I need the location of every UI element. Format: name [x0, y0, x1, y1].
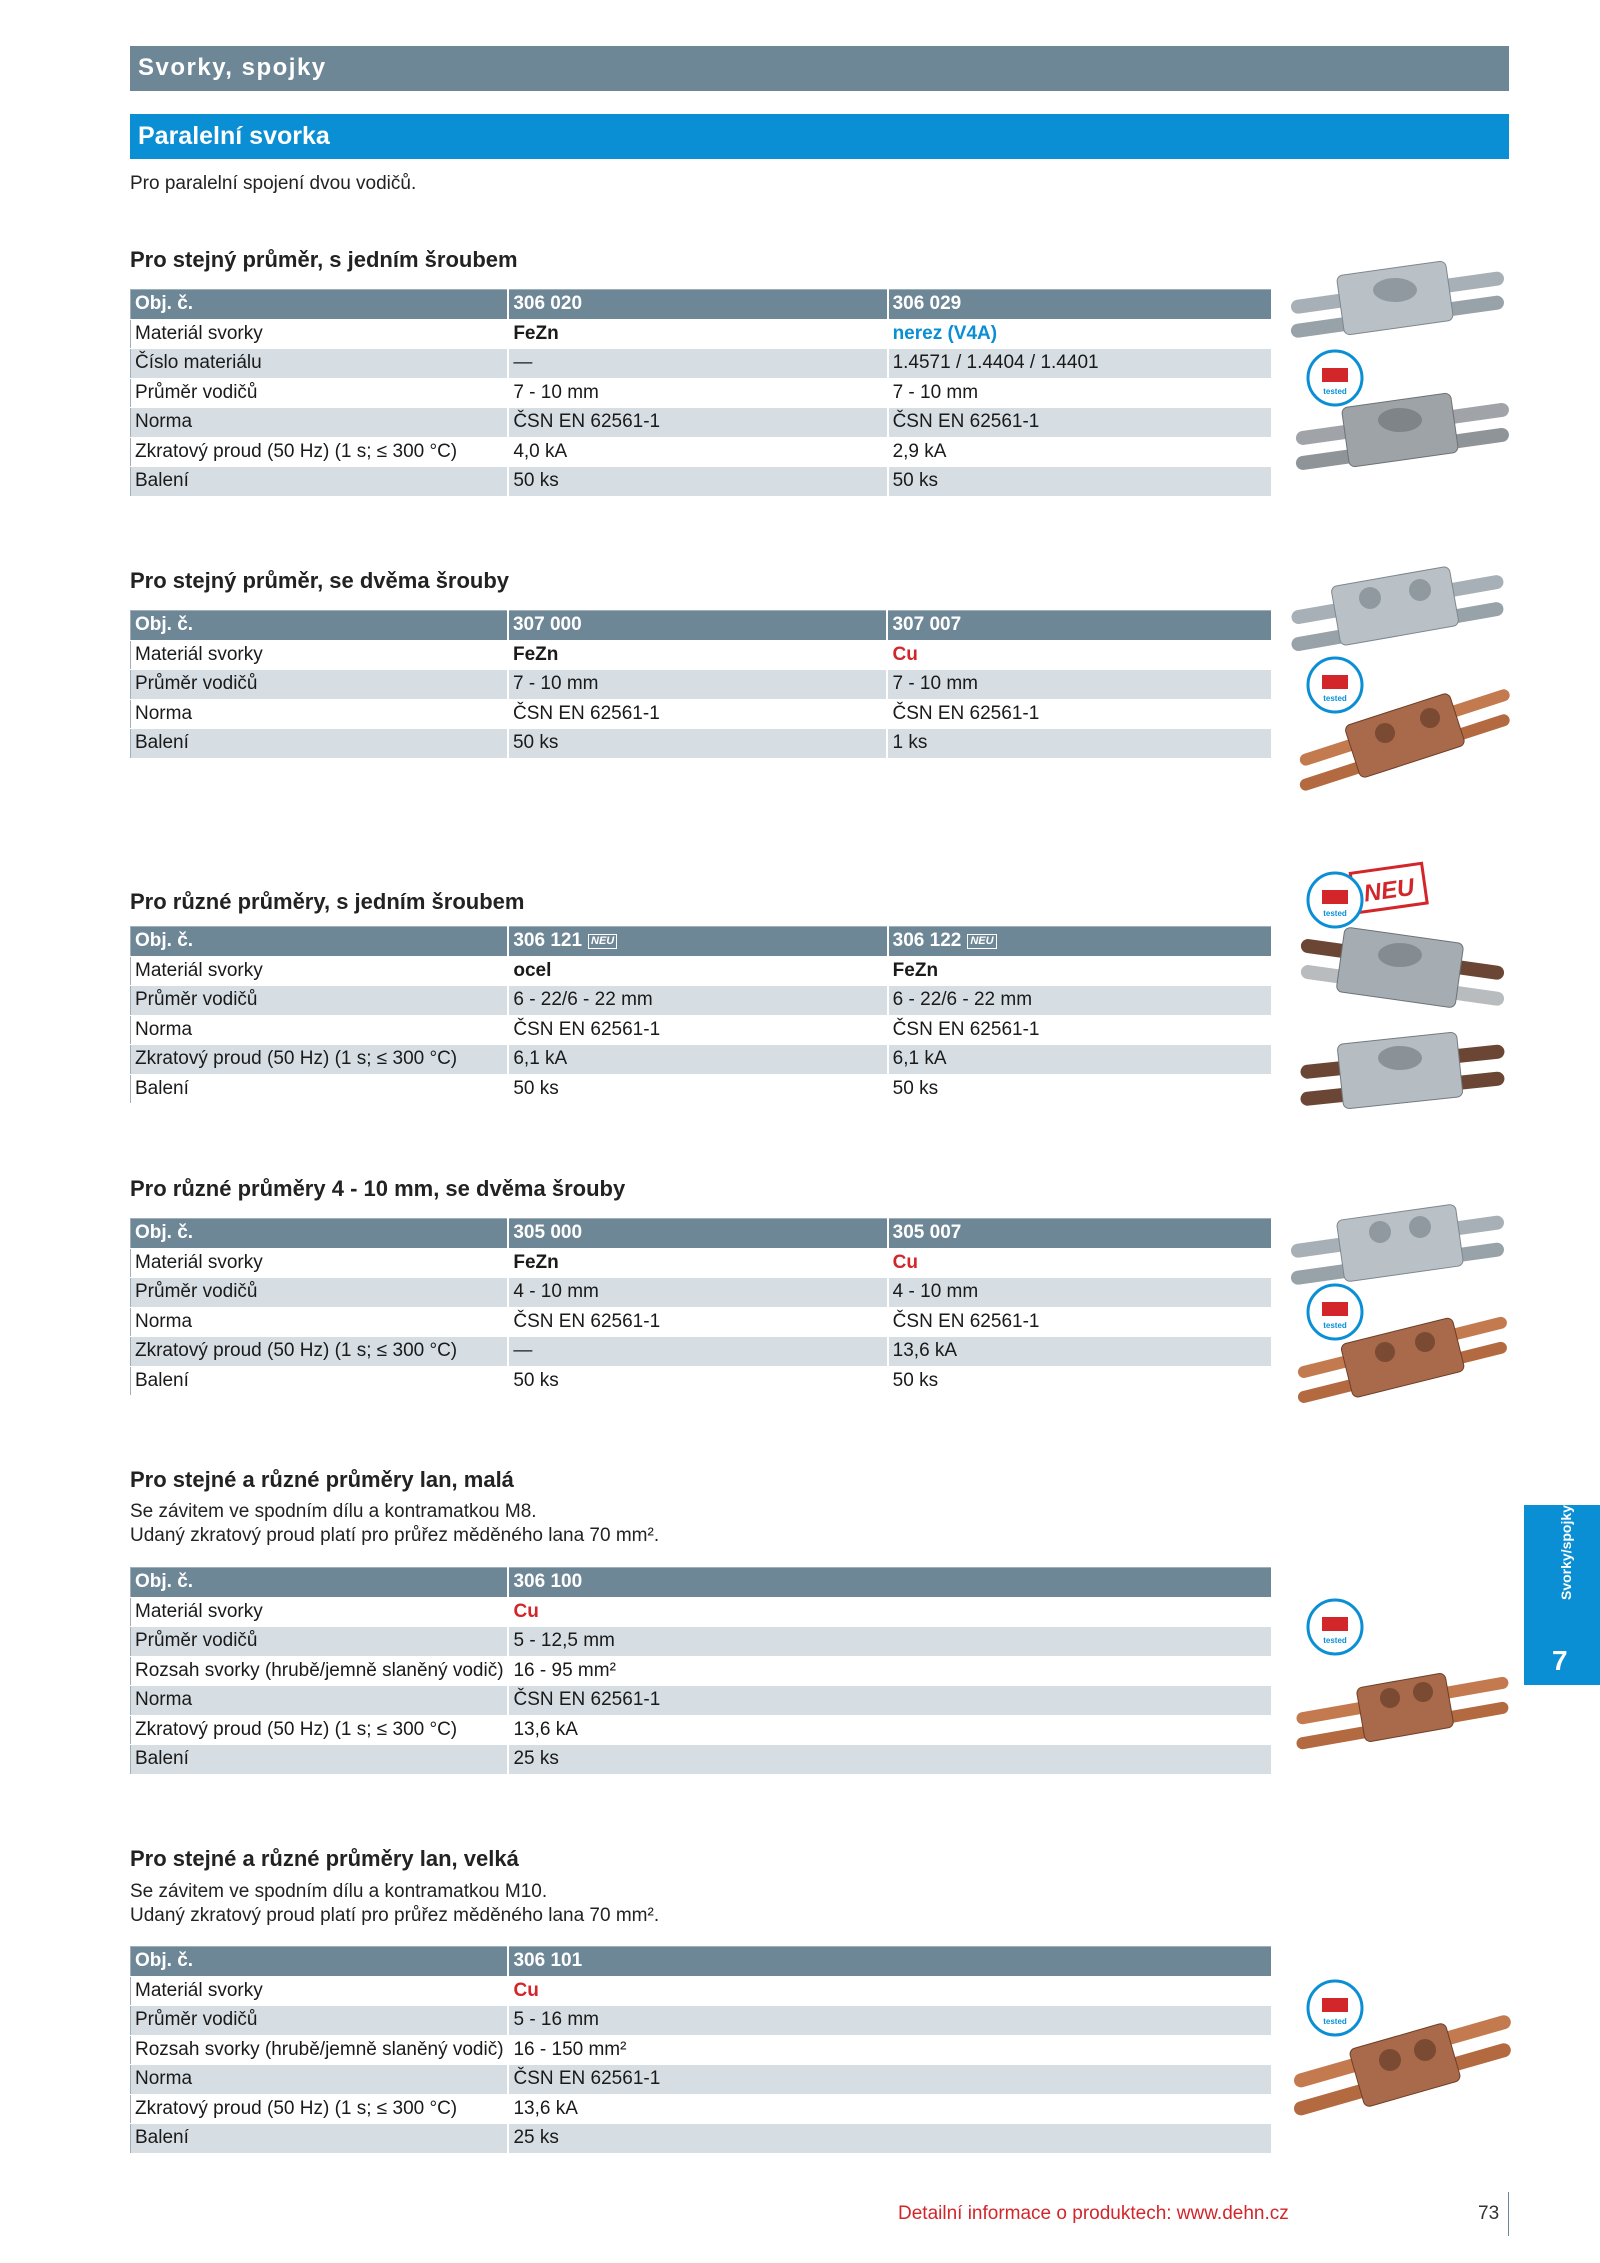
tested-badge-icon [1305, 1597, 1365, 1657]
footer-link[interactable]: Detailní informace o produktech: www.dehn.cz [898, 2203, 1289, 2224]
intro-text: Pro paralelní spojení dvou vodičů. [130, 173, 417, 194]
table-cell: 1 ks [887, 729, 1272, 759]
svg-text:tested: tested [1323, 1321, 1347, 1330]
row-label: Zkratový proud (50 Hz) (1 s; ≤ 300 °C) [131, 1715, 509, 1745]
table-row [131, 1976, 1273, 2006]
svg-text:tested: tested [1323, 387, 1347, 396]
row-label: Norma [131, 699, 508, 729]
table-cell: 16 - 95 mm² [508, 1656, 1272, 1686]
section-6-description [130, 1880, 659, 1928]
table-cell: Cu [508, 1597, 1272, 1627]
section-5-description [130, 1500, 659, 1548]
table-cell: 7 - 10 mm [508, 670, 888, 700]
table-row [131, 956, 1273, 986]
table-cell: ČSN EN 62561-1 [888, 408, 1272, 438]
header-cell: Obj. č. [131, 927, 509, 957]
row-label: Průměr vodičů [131, 986, 509, 1016]
table-row [131, 1627, 1273, 1657]
row-label: Průměr vodičů [131, 1278, 509, 1308]
row-label: Balení [131, 729, 508, 759]
description-line: Se závitem ve spodním dílu a kontramatkou M8. [130, 1501, 537, 1522]
page-title: Paralelní svorka [138, 122, 330, 150]
header-cell: 306 100 [508, 1568, 1272, 1598]
row-label: Norma [131, 1015, 509, 1045]
spec-table-2 [130, 610, 1273, 759]
table-row [131, 2124, 1273, 2154]
section-3-title: Pro různé průměry, s jedním šroubem [130, 889, 525, 914]
table-cell: 6,1 kA [508, 1045, 887, 1075]
table-header-row [131, 611, 1273, 641]
table-cell: FeZn [508, 640, 888, 670]
row-label: Balení [131, 1745, 509, 1775]
table-row [131, 640, 1273, 670]
article-number: 306 121 [513, 930, 583, 952]
svg-text:tested: tested [1323, 2017, 1347, 2026]
spec-table-6 [130, 1946, 1273, 2154]
table-cell: 7 - 10 mm [888, 378, 1272, 408]
table-cell: ČSN EN 62561-1 [508, 408, 887, 438]
table-cell: 13,6 kA [508, 1715, 1272, 1745]
table-cell: 25 ks [508, 1745, 1272, 1775]
header-cell: 306 029 [888, 290, 1272, 320]
row-label: Materiál svorky [131, 1597, 509, 1627]
row-label: Zkratový proud (50 Hz) (1 s; ≤ 300 °C) [131, 1337, 509, 1367]
table-row [131, 378, 1273, 408]
header-cell: 307 007 [887, 611, 1272, 641]
svg-text:tested: tested [1323, 909, 1347, 918]
table-cell: nerez (V4A) [888, 319, 1272, 349]
table-cell: 5 - 16 mm [508, 2006, 1272, 2036]
table-cell: 6 - 22/6 - 22 mm [888, 986, 1272, 1016]
table-cell: 50 ks [888, 1074, 1272, 1104]
row-label: Balení [131, 1074, 509, 1104]
header-cell: 306 020 [508, 290, 887, 320]
row-label: Číslo materiálu [131, 349, 509, 379]
tested-badge-icon [1305, 348, 1365, 408]
section-4-title: Pro různé průměry 4 - 10 mm, se dvěma šrouby [130, 1176, 626, 1201]
spec-table-3 [130, 926, 1273, 1104]
svg-text:tested: tested [1323, 694, 1347, 703]
steel-clamp-illustration [1290, 261, 1505, 339]
row-label: Norma [131, 408, 509, 438]
table-row [131, 437, 1273, 467]
table-row [131, 467, 1273, 497]
row-label: Průměr vodičů [131, 2006, 509, 2036]
spec-table-4 [130, 1218, 1273, 1396]
table-row [131, 986, 1273, 1016]
row-label: Průměr vodičů [131, 1627, 509, 1657]
table-cell: ČSN EN 62561-1 [508, 1686, 1272, 1716]
table-header-row [131, 290, 1273, 320]
spec-table-1 [130, 289, 1273, 497]
header-cell: 305 007 [888, 1219, 1272, 1249]
table-cell: 13,6 kA [888, 1337, 1272, 1367]
section-6-title: Pro stejné a různé průměry lan, velká [130, 1846, 519, 1871]
table-cell: 1.4571 / 1.4404 / 1.4401 [888, 349, 1272, 379]
table-row [131, 670, 1273, 700]
section-title: Svorky, spojky [138, 54, 327, 81]
spec-table-5 [130, 1567, 1273, 1775]
steel-rope-clamp-illustration [1300, 927, 1505, 1008]
table-header-row [131, 1568, 1273, 1598]
table-cell: 5 - 12,5 mm [508, 1627, 1272, 1657]
table-cell: 50 ks [888, 1366, 1272, 1396]
table-row [131, 1248, 1273, 1278]
table-cell: 50 ks [888, 467, 1272, 497]
row-label: Materiál svorky [131, 640, 508, 670]
table-row [131, 2035, 1273, 2065]
table-cell: 6,1 kA [888, 1045, 1272, 1075]
table-row [131, 2094, 1273, 2124]
table-cell: 4,0 kA [508, 437, 887, 467]
table-cell: ČSN EN 62561-1 [888, 1307, 1272, 1337]
row-label: Rozsah svorky (hrubě/jemně slaněný vodič) [131, 1656, 509, 1686]
table-row [131, 1366, 1273, 1396]
section-header-bar [130, 46, 1509, 91]
table-cell: 2,9 kA [888, 437, 1272, 467]
table-header-row [131, 927, 1273, 957]
table-row [131, 1307, 1273, 1337]
row-label: Materiál svorky [131, 1976, 509, 2006]
table-cell: 16 - 150 mm² [508, 2035, 1272, 2065]
table-cell: 6 - 22/6 - 22 mm [508, 986, 887, 1016]
header-cell: Obj. č. [131, 1219, 509, 1249]
row-label: Balení [131, 2124, 509, 2154]
header-cell: Obj. č. [131, 290, 509, 320]
table-cell: 50 ks [508, 1074, 887, 1104]
table-cell: ČSN EN 62561-1 [508, 2065, 1272, 2095]
fezn-rope-clamp-illustration [1300, 1032, 1505, 1109]
table-cell: 50 ks [508, 1366, 887, 1396]
header-cell: Obj. č. [131, 1947, 509, 1977]
table-cell: 50 ks [508, 467, 887, 497]
row-label: Balení [131, 467, 509, 497]
row-label: Zkratový proud (50 Hz) (1 s; ≤ 300 °C) [131, 1045, 509, 1075]
table-row [131, 1015, 1273, 1045]
section-5-title: Pro stejné a různé průměry lan, malá [130, 1467, 514, 1492]
description-line: Udaný zkratový proud platí pro průřez měděného lana 70 mm². [130, 1525, 660, 1546]
table-row [131, 1597, 1273, 1627]
header-cell: Obj. č. [131, 1568, 509, 1598]
table-cell: 25 ks [508, 2124, 1272, 2154]
row-label: Materiál svorky [131, 319, 509, 349]
svg-text:tested: tested [1323, 1636, 1347, 1645]
table-row [131, 1045, 1273, 1075]
steel-small-two-screw-clamp-illustration [1290, 1204, 1505, 1286]
table-cell: 50 ks [508, 729, 888, 759]
table-cell: FeZn [508, 319, 887, 349]
svg-text:NEU: NEU [1362, 873, 1417, 908]
tested-badge-icon [1305, 1282, 1365, 1342]
article-number: 306 122 [892, 930, 962, 952]
table-header-row [131, 1219, 1273, 1249]
table-cell: FeZn [508, 1248, 887, 1278]
table-cell: ČSN EN 62561-1 [508, 1015, 887, 1045]
table-cell: ČSN EN 62561-1 [508, 1307, 887, 1337]
header-cell: 305 000 [508, 1219, 887, 1249]
tested-badge-icon [1305, 870, 1365, 930]
table-row [131, 1278, 1273, 1308]
table-row [131, 729, 1273, 759]
table-cell: ČSN EN 62561-1 [887, 699, 1272, 729]
table-row [131, 1337, 1273, 1367]
steel-two-screw-clamp-illustration [1290, 566, 1504, 652]
row-label: Norma [131, 2065, 509, 2095]
table-row [131, 408, 1273, 438]
table-cell: ČSN EN 62561-1 [888, 1015, 1272, 1045]
chapter-label: Svorky/spojky [1558, 1505, 1574, 1600]
header-cell: Obj. č. [131, 611, 508, 641]
tested-badge-icon [1305, 1978, 1365, 2038]
table-row [131, 1745, 1273, 1775]
page-number: 73 [1478, 2203, 1500, 2224]
row-label: Norma [131, 1686, 509, 1716]
row-label: Balení [131, 1366, 509, 1396]
row-label: Norma [131, 1307, 509, 1337]
row-label: Průměr vodičů [131, 378, 509, 408]
table-row [131, 319, 1273, 349]
row-label: Materiál svorky [131, 1248, 509, 1278]
page-title-bar [130, 114, 1509, 159]
row-label: Zkratový proud (50 Hz) (1 s; ≤ 300 °C) [131, 437, 509, 467]
table-cell: Cu [887, 640, 1272, 670]
row-label: Průměr vodičů [131, 670, 508, 700]
section-1-title: Pro stejný průměr, s jedním šroubem [130, 247, 518, 272]
table-cell: 7 - 10 mm [508, 378, 887, 408]
table-cell: 4 - 10 mm [888, 1278, 1272, 1308]
table-cell: 7 - 10 mm [887, 670, 1272, 700]
new-badge: NEU [967, 934, 996, 949]
table-header-row [131, 1947, 1273, 1977]
table-row [131, 699, 1273, 729]
row-label: Rozsah svorky (hrubě/jemně slaněný vodič) [131, 2035, 509, 2065]
table-cell: ČSN EN 62561-1 [508, 699, 888, 729]
description-line: Se závitem ve spodním dílu a kontramatkou M10. [130, 1881, 548, 1902]
table-row [131, 1074, 1273, 1104]
page-divider [1508, 2192, 1509, 2236]
header-cell [508, 927, 887, 957]
description-line: Udaný zkratový proud platí pro průřez měděného lana 70 mm². [130, 1905, 660, 1926]
table-cell: — [508, 349, 887, 379]
table-cell: 4 - 10 mm [508, 1278, 887, 1308]
table-cell: 13,6 kA [508, 2094, 1272, 2124]
tested-badge-icon [1305, 655, 1365, 715]
chapter-side-tab[interactable] [1524, 1505, 1600, 1685]
table-row [131, 349, 1273, 379]
table-row [131, 1715, 1273, 1745]
table-cell: Cu [508, 1976, 1272, 2006]
new-badge: NEU [588, 934, 617, 949]
copper-cable-clamp-small-illustration [1296, 1673, 1510, 1751]
table-cell: FeZn [888, 956, 1272, 986]
table-cell: Cu [888, 1248, 1272, 1278]
table-cell: — [508, 1337, 887, 1367]
table-row [131, 2006, 1273, 2036]
header-cell: 306 101 [508, 1947, 1272, 1977]
table-row [131, 2065, 1273, 2095]
header-cell [888, 927, 1272, 957]
section-2-title: Pro stejný průměr, se dvěma šrouby [130, 568, 510, 593]
chapter-number: 7 [1552, 1645, 1568, 1676]
table-row [131, 1686, 1273, 1716]
table-cell: ocel [508, 956, 887, 986]
table-row [131, 1656, 1273, 1686]
row-label: Zkratový proud (50 Hz) (1 s; ≤ 300 °C) [131, 2094, 509, 2124]
header-cell: 307 000 [508, 611, 888, 641]
row-label: Materiál svorky [131, 956, 509, 986]
